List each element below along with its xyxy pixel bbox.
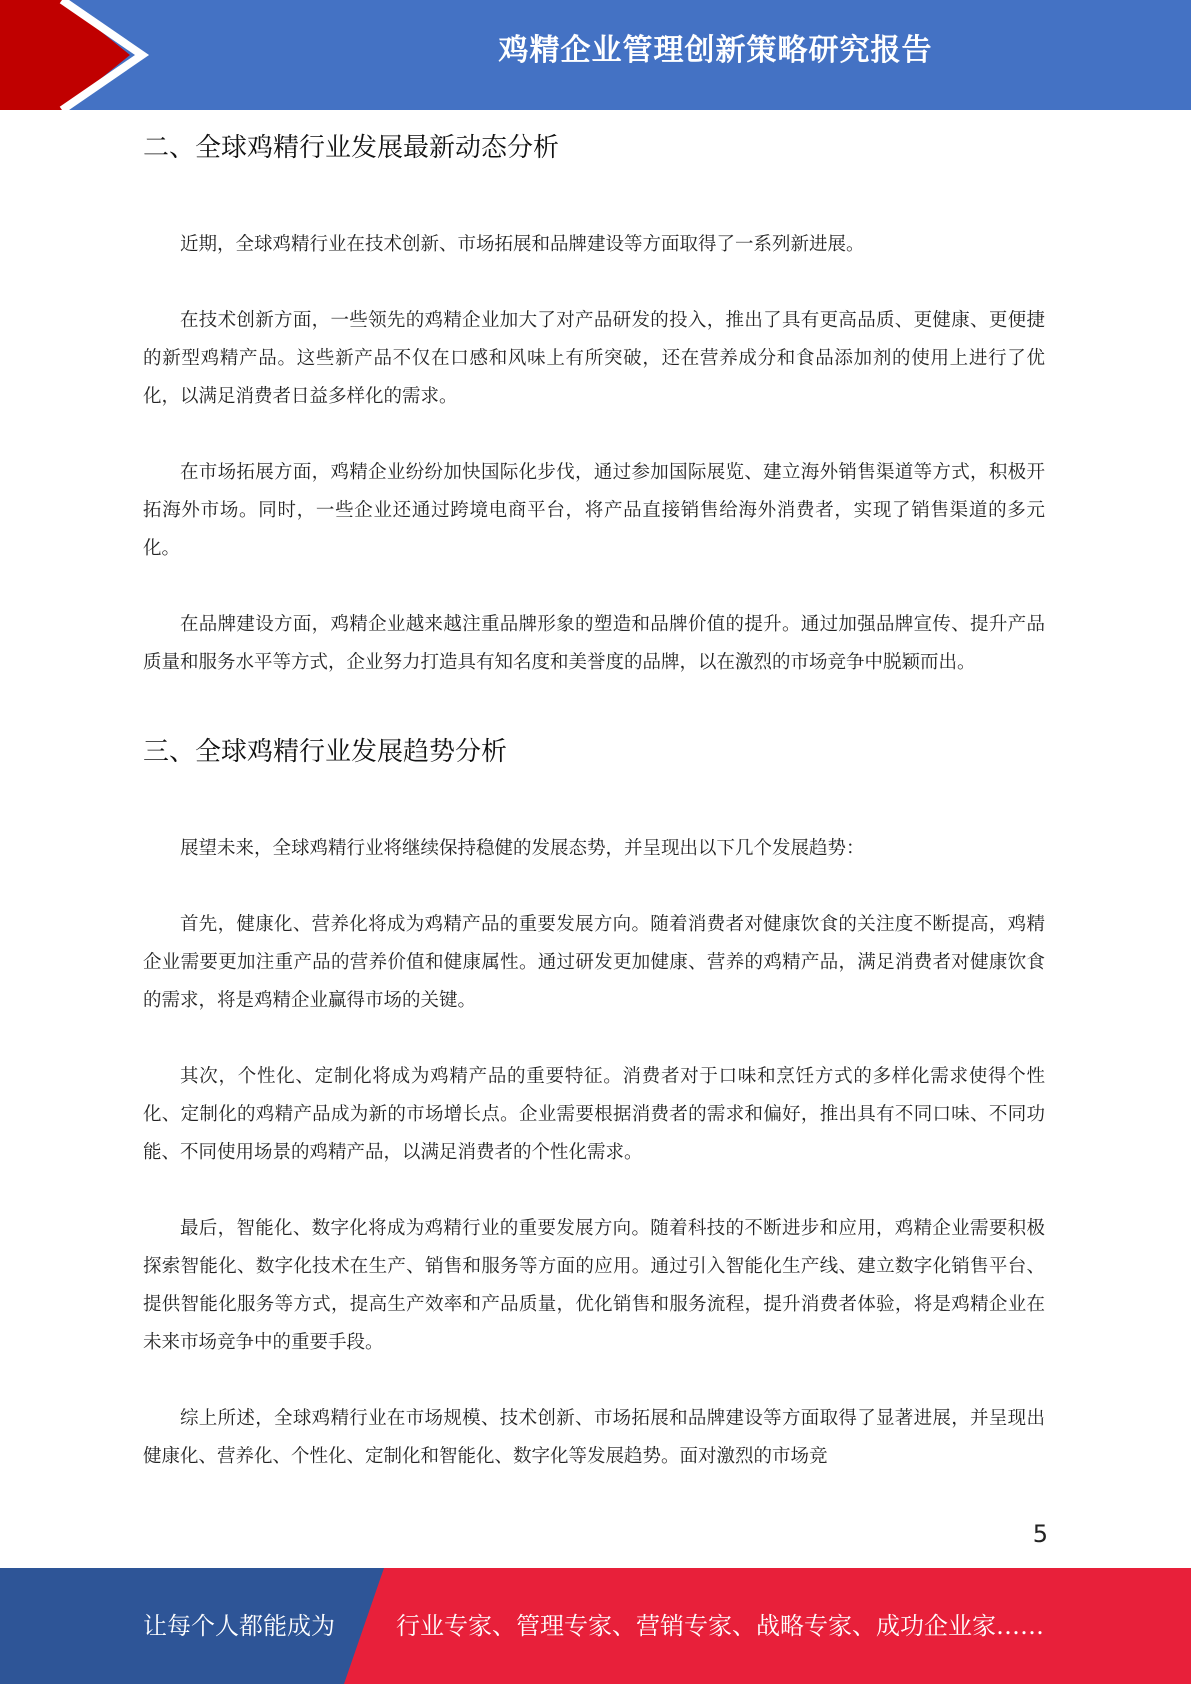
paragraph: 近期，全球鸡精行业在技术创新、市场拓展和品牌建设等方面取得了一系列新进展。 <box>180 234 865 255</box>
paragraph: 其次，个性化、定制化将成为鸡精产品的重要特征。消费者对于口味和烹饪方式的多样化需求使得个性化、定制化的鸡精产品成为新的市场增长点。企业需要根据消费者的需求和偏好，推出具有不同口味、不同功能、不同使用场景的鸡精产品，以满足消费者的个性化需求。 <box>143 1066 1045 1163</box>
footer-slogan-right: 行业专家、管理专家、营销专家、战略专家、成功企业家…… <box>396 1612 1044 1640</box>
footer-banner <box>0 1568 1191 1684</box>
paragraph: 在技术创新方面，一些领先的鸡精企业加大了对产品研发的投入，推出了具有更高品质、更健康、更便捷的新型鸡精产品。这些新产品不仅在口感和风味上有所突破，还在营养成分和食品添加剂的使用上进行了优化，以满足消费者日益多样化的需求。 <box>143 310 1045 407</box>
paragraph: 在品牌建设方面，鸡精企业越来越注重品牌形象的塑造和品牌价值的提升。通过加强品牌宣传、提升产品质量和服务水平等方式，企业努力打造具有知名度和美誉度的品牌，以在激烈的市场竞争中脱颖而出。 <box>143 614 1045 673</box>
paragraph: 展望未来，全球鸡精行业将继续保持稳健的发展态势，并呈现出以下几个发展趋势： <box>180 838 865 859</box>
paragraph: 首先，健康化、营养化将成为鸡精产品的重要发展方向。随着消费者对健康饮食的关注度不断提高，鸡精企业需要更加注重产品的营养价值和健康属性。通过研发更加健康、营养的鸡精产品，满足消费者对健康饮食的需求，将是鸡精企业赢得市场的关键。 <box>143 914 1045 1011</box>
report-title: 鸡精企业管理创新策略研究报告 <box>498 33 933 68</box>
footer-slogan-left: 让每个人都能成为 <box>143 1612 335 1640</box>
header-banner <box>0 0 1191 110</box>
section-heading: 二、全球鸡精行业发展最新动态分析 <box>143 133 560 163</box>
paragraph: 综上所述，全球鸡精行业在市场规模、技术创新、市场拓展和品牌建设等方面取得了显著进展，并呈现出健康化、营养化、个性化、定制化和智能化、数字化等发展趋势。面对激烈的市场竞 <box>143 1408 1045 1467</box>
paragraph: 最后，智能化、数字化将成为鸡精行业的重要发展方向。随着科技的不断进步和应用，鸡精企业需要积极探索智能化、数字化技术在生产、销售和服务等方面的应用。通过引入智能化生产线、建立数字化销售平台、提供智能化服务等方式，提高生产效率和产品质量，优化销售和服务流程，提升消费者体验，将是鸡精企业在未来市场竞争中的重要手段。 <box>143 1218 1045 1353</box>
paragraph: 在市场拓展方面，鸡精企业纷纷加快国际化步伐，通过参加国际展览、建立海外销售渠道等方式，积极开拓海外市场。同时，一些企业还通过跨境电商平台，将产品直接销售给海外消费者，实现了销售渠道的多元化。 <box>143 462 1045 559</box>
section-heading: 三、全球鸡精行业发展趋势分析 <box>143 737 508 767</box>
page-number: 5 <box>1032 1520 1048 1548</box>
main-content <box>143 128 1045 1476</box>
